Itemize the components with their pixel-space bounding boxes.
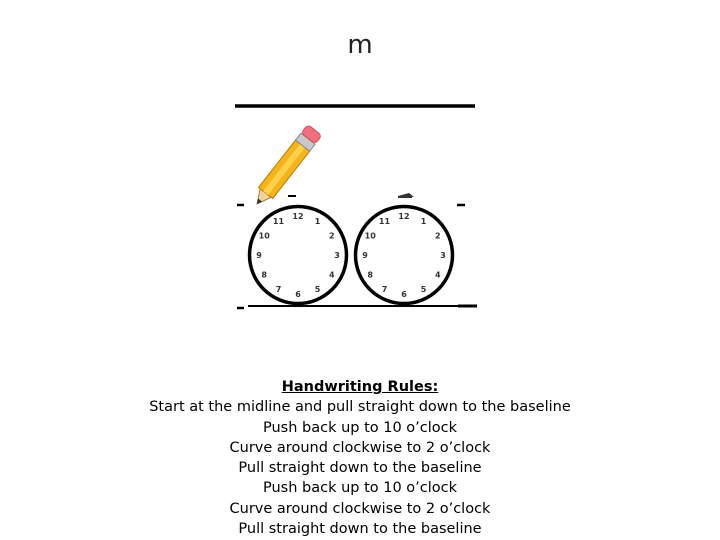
clock-numeral: 7: [381, 284, 388, 294]
clock-numeral: 3: [440, 251, 446, 260]
clock-numeral: 5: [420, 284, 427, 294]
clock-numeral: 4: [329, 270, 335, 280]
rule-line-4: Pull straight down to the baseline: [238, 460, 482, 477]
clock-numeral: 1: [420, 217, 427, 227]
clock-numeral: 5: [314, 284, 321, 294]
clock-numeral: 11: [272, 217, 285, 227]
clock-numeral: 8: [261, 270, 267, 280]
letter-title: m: [347, 30, 373, 60]
clock-left: [250, 207, 347, 304]
rule-line-1: Start at the midline and pull straight down to the baseline: [149, 399, 571, 416]
handwriting-rules: [0, 377, 720, 539]
clock-numeral: 9: [256, 251, 262, 260]
clock-numeral: 6: [295, 290, 301, 299]
clock-numeral: 8: [367, 270, 373, 280]
rule-line-3: Curve around clockwise to 2 o’clock: [229, 439, 491, 456]
clock-numeral: 7: [275, 284, 282, 294]
clock-numeral: 2: [329, 231, 335, 241]
clock-numeral: 3: [334, 251, 340, 260]
rule-line-7: Pull straight down to the baseline: [238, 521, 482, 538]
rule-line-6: Curve around clockwise to 2 o’clock: [229, 500, 491, 517]
clock-numeral: 4: [435, 270, 441, 280]
clock-numeral: 12: [292, 212, 304, 221]
clock-numeral: 9: [362, 251, 368, 260]
clock-numeral: 12: [398, 212, 410, 221]
rule-line-5: Push back up to 10 o’clock: [262, 480, 458, 497]
clock-numeral: 10: [364, 231, 376, 241]
rules-heading: Handwriting Rules:: [281, 379, 439, 395]
rule-line-2: Push back up to 10 o’clock: [262, 419, 458, 436]
clock-numeral: 11: [378, 217, 391, 227]
pencil-icon: [250, 124, 322, 209]
clock-numeral: 2: [435, 231, 441, 241]
clock-right: [356, 207, 453, 304]
clock-numeral: 10: [258, 231, 270, 241]
clock-numeral: 6: [401, 290, 407, 299]
clock-numeral: 1: [314, 217, 321, 227]
